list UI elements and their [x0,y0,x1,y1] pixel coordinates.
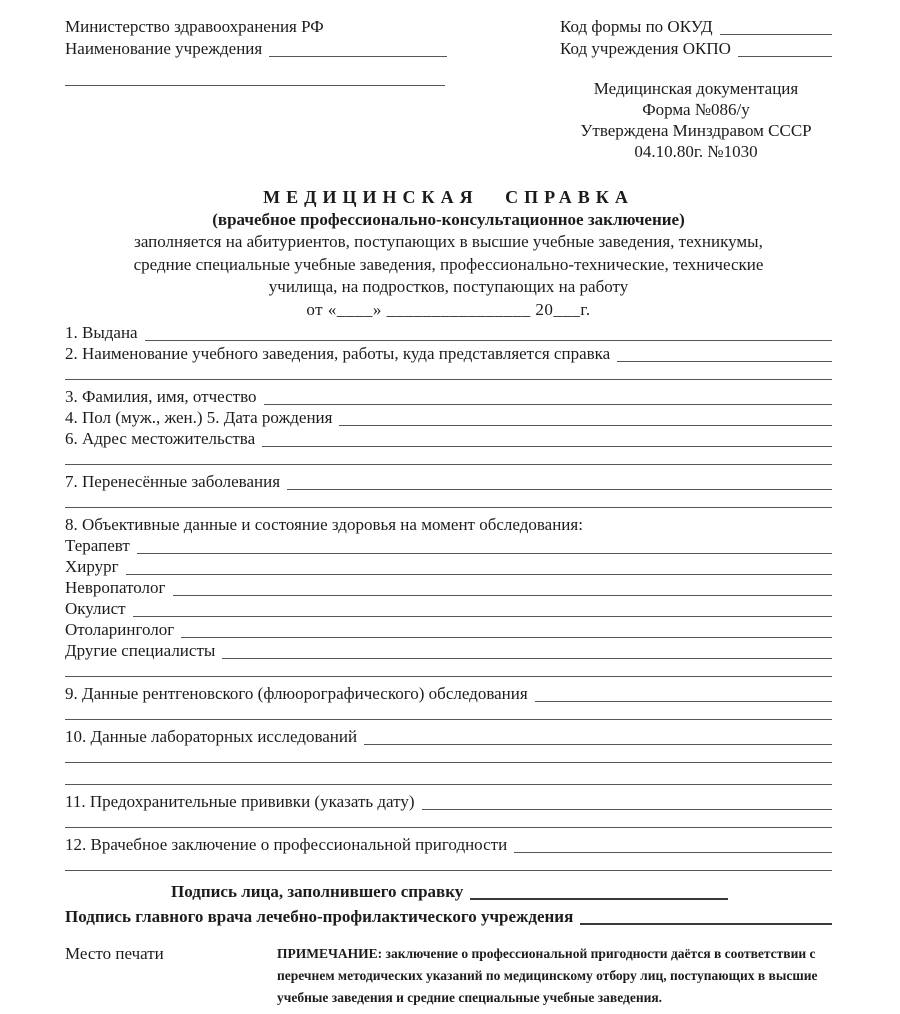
oculist-label: Окулист [65,598,126,618]
field-surgeon [65,556,832,577]
chief-doctor-signature-label: Подпись главного врача лечебно-профилактического учреждения [65,906,574,926]
doc-approval-block [560,78,832,162]
okud-code-row [560,16,832,38]
ministry-line [65,16,447,38]
field-11-cont-line[interactable] [65,812,832,828]
header-left [65,16,447,162]
institution-name-cont-line[interactable] [65,72,445,86]
field-12-conclusion [65,834,832,855]
note-text: заключение о профессиональной пригодности даётся в соответствии с перечнем методических указаний по медицинскому отбору лиц, поступающих в высшие учебные заведения и средние специальные учебные заведения. [277,945,818,1005]
ministry-label: Министерство здравоохранения РФ [65,17,324,36]
issue-date-blank[interactable]: от «____» ________________ 20___г. [306,299,591,319]
field-6-address [65,428,832,449]
field-10-label: 10. Данные лабораторных исследований [65,726,358,746]
field-7-input-line[interactable] [287,471,832,490]
okud-code-input-line[interactable] [720,16,832,35]
form-header [65,16,832,162]
approved-by-line: Утверждена Минздравом СССР [580,121,812,140]
field-therapist [65,535,832,556]
header-right [560,16,832,162]
doc-type-line: Медицинская документация [593,79,799,98]
therapist-label: Терапевт [65,535,130,555]
form-subtitle: (врачебное профессионально-консультационное заключение) [212,210,685,229]
other-specialists-input-line[interactable] [222,640,832,659]
field-1-issued [65,322,832,343]
other-specialists-cont-line[interactable] [65,661,832,677]
note-label: ПРИМЕЧАНИЕ: [277,945,386,961]
field-4-5-sex-birthdate [65,407,832,428]
oculist-input-line[interactable] [133,598,832,617]
field-8-label: 8. Объективные данные и состояние здоровья на момент обследования: [65,514,583,534]
okpo-code-label: Код учреждения ОКПО [560,39,731,58]
field-1-label: 1. Выдана [65,322,138,342]
field-11-vaccinations [65,791,832,812]
okpo-code-input-line[interactable] [738,38,832,57]
field-12-label: 12. Врачебное заключение о профессиональной пригодности [65,834,508,854]
field-6-cont-line[interactable] [65,449,832,465]
field-12-cont-line[interactable] [65,855,832,871]
field-other-specialists [65,640,832,661]
surgeon-input-line[interactable] [126,556,832,575]
field-2-input-line[interactable] [617,343,832,362]
seal-place-label: Место печати [65,943,164,963]
field-7-cont-line[interactable] [65,492,832,508]
form-description-line-2: средние специальные учебные заведения, профессионально-технические, технические [133,254,764,274]
chief-doctor-signature-row [65,904,832,929]
institution-name-row [65,38,447,60]
filler-signature-line[interactable] [470,879,728,900]
institution-name-input-line[interactable] [269,38,447,57]
form-footer [65,943,832,1009]
field-4-5-label: 4. Пол (муж., жен.) 5. Дата рождения [65,407,333,427]
field-oculist [65,598,832,619]
field-2-institution [65,343,832,364]
other-specialists-label: Другие специалисты [65,640,216,660]
form-fields [65,322,832,871]
filler-signature-label: Подпись лица, заполнившего справку [171,881,464,901]
field-11-input-line[interactable] [422,791,833,810]
field-9-label: 9. Данные рентгеновского (флюорографического) обследования [65,683,528,703]
signatures-block [65,879,832,929]
field-6-label: 6. Адрес местожительства [65,428,256,448]
okpo-code-row [560,38,832,60]
field-9-cont-line[interactable] [65,704,832,720]
form-description-line-1: заполняется на абитуриентов, поступающих в высшие учебные заведения, техникумы, [134,232,763,251]
field-7-label: 7. Перенесённые заболевания [65,471,281,491]
field-3-label: 3. Фамилия, имя, отчество [65,386,257,406]
field-2-cont-line[interactable] [65,364,832,380]
institution-name-label: Наименование учреждения [65,39,263,58]
field-neurologist [65,577,832,598]
neurologist-label: Невропатолог [65,577,166,597]
field-10-cont-line-1[interactable] [65,747,832,763]
neurologist-input-line[interactable] [173,577,833,596]
field-10-cont-line-2[interactable] [65,769,832,785]
field-2-label: 2. Наименование учебного заведения, работы, куда представляется справка [65,343,611,363]
form-description-line-3: училища, на подростков, поступающих на работу [268,277,629,296]
field-7-past-diseases [65,471,832,492]
chief-doctor-signature-line[interactable] [580,904,832,925]
surgeon-label: Хирург [65,556,119,576]
therapist-input-line[interactable] [137,535,832,554]
approval-date-line: 04.10.80г. №1030 [634,142,758,161]
field-9-xray [65,683,832,704]
field-9-input-line[interactable] [535,683,832,702]
field-6-input-line[interactable] [262,428,832,447]
field-4-5-input-line[interactable] [339,407,832,426]
field-10-lab [65,726,832,747]
field-11-label: 11. Предохранительные прививки (указать дату) [65,791,415,811]
field-1-input-line[interactable] [145,322,832,341]
okud-code-label: Код формы по ОКУД [560,17,713,36]
field-3-full-name [65,386,832,407]
field-otolaryngologist [65,619,832,640]
note-paragraph [277,943,831,1009]
otolaryngologist-input-line[interactable] [181,619,832,638]
field-8-objective-data [65,514,832,535]
filler-signature-row [171,879,832,904]
field-10-input-line[interactable] [364,726,832,745]
form-number-line: Форма №086/у [642,100,750,119]
field-12-input-line[interactable] [514,834,832,853]
form-title: МЕДИЦИНСКАЯ СПРАВКА [263,187,634,207]
otolaryngologist-label: Отоларинголог [65,619,175,639]
field-3-input-line[interactable] [264,386,832,405]
